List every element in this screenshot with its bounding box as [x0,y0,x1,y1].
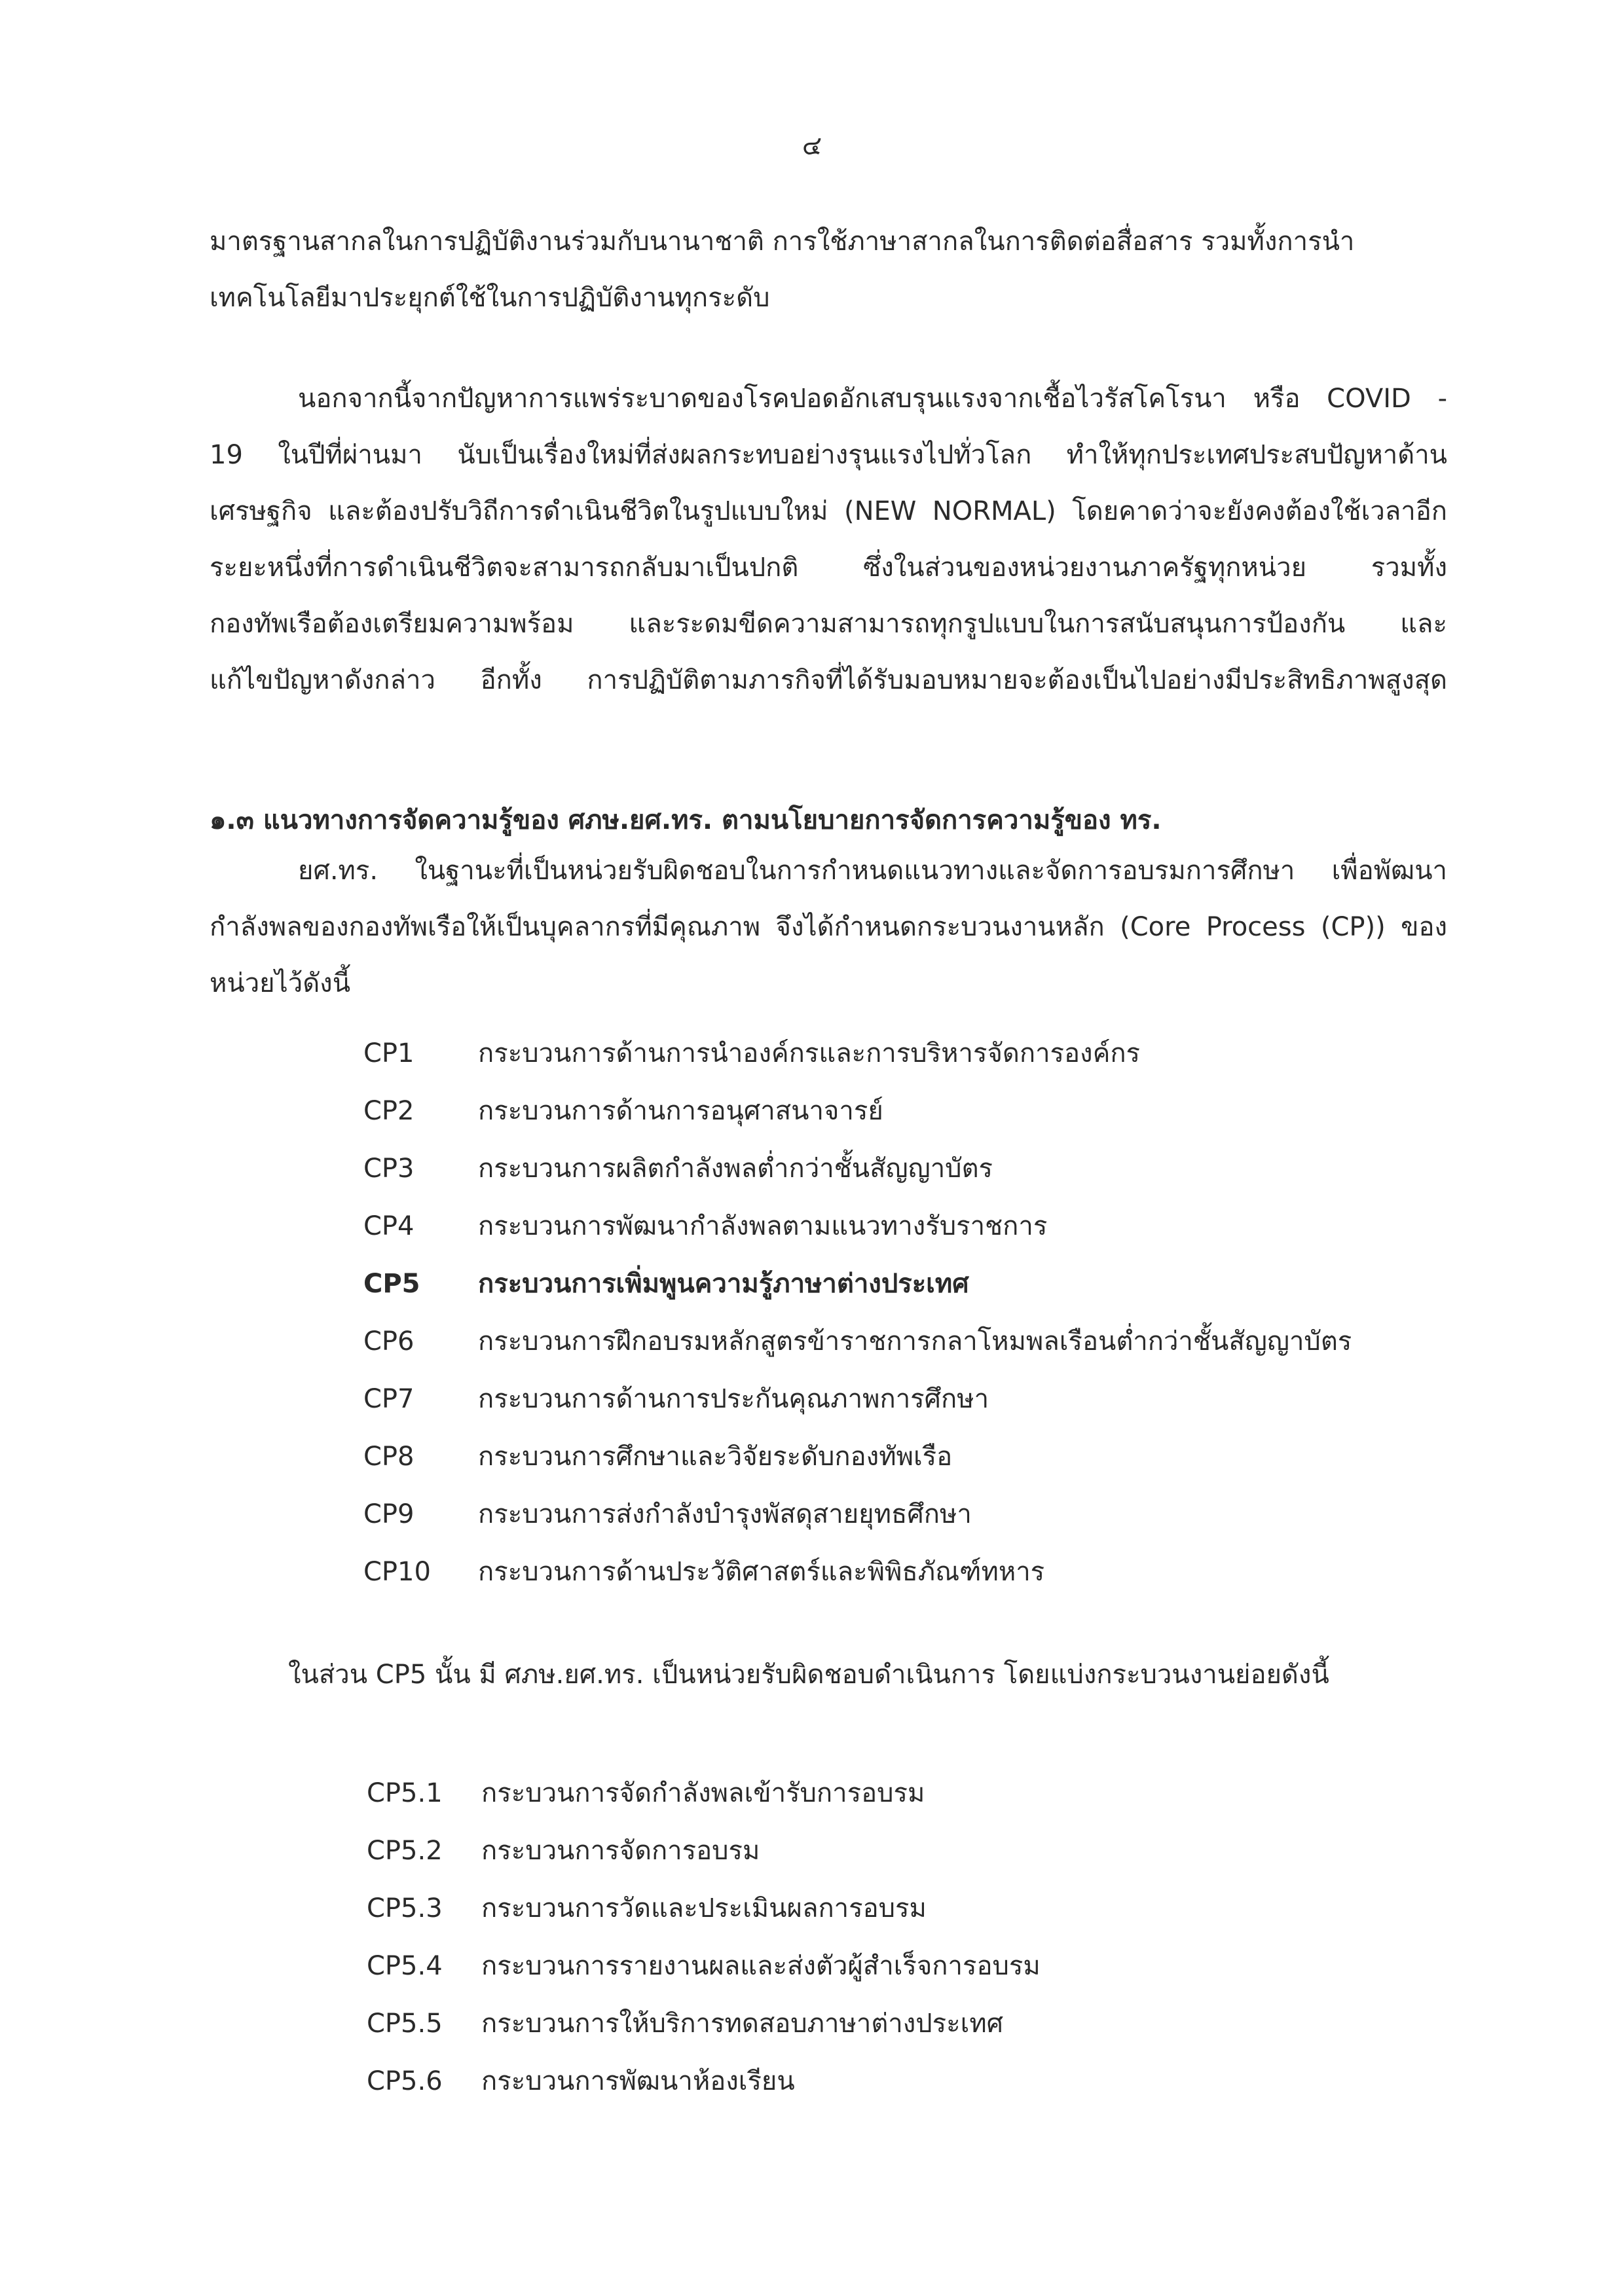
paragraph-line: มาตรฐานสากลในการปฏิบัติงานร่วมกับนานาชาติ การใช้ภาษาสากลในการติดต่อสื่อสาร รวมทั้งการนำ [210,227,1355,257]
paragraph-line: เศรษฐกิจ และต้องปรับวิถีการดำเนินชีวิตในรูปแบบใหม่ (NEW NORMAL) โดยคาดว่าจะยังคงต้องใช้เวลาอีก [210,496,1447,526]
paragraph-line: กองทัพเรือต้องเตรียมความพร้อม และระดมขีดความสามารถทุกรูปแบบในการสนับสนุนการป้องกัน และ [210,609,1447,639]
list-item-code: CP5.5 [367,2009,443,2039]
list-item [367,1764,1041,1822]
list-item-code: CP5.2 [367,1836,443,1866]
sub-process-intro: ในส่วน CP5 นั้น มี ศภษ.ยศ.ทร. เป็นหน่วยรับผิดชอบดำเนินการ โดยแบ่งกระบวนงานย่อยดังนี้ [288,1660,1329,1690]
list-item-label: กระบวนการด้านประวัติศาสตร์และพิพิธภัณฑ์ทหาร [478,1557,1045,1587]
list-item-highlighted [363,1255,1352,1313]
paragraph-covid [210,371,1447,708]
paragraph-line: แก้ไขปัญหาดังกล่าว อีกทั้ง การปฏิบัติตามภารกิจที่ได้รับมอบหมายจะต้องเป็นไปอย่างมีประสิทธิภาพสูงสุด [210,665,1447,695]
list-item-code: CP5.4 [367,1951,443,1981]
list-item-code: CP5 [363,1269,420,1299]
paragraph-line: นอกจากนี้จากปัญหาการแพร่ระบาดของโรคปอดอักเสบรุนแรงจากเชื้อไวรัสโคโรนา หรือ COVID - [298,384,1447,414]
list-item [367,2052,1041,2110]
list-item-code: CP2 [363,1096,415,1126]
sub-process-list [367,1764,1041,2110]
list-item-code: CP8 [363,1442,415,1472]
list-item-label: กระบวนการพัฒนากำลังพลตามแนวทางรับราชการ [478,1211,1048,1241]
paragraph-line: กำลังพลของกองทัพเรือให้เป็นบุคลากรที่มีคุณภาพ จึงได้กำหนดกระบวนงานหลัก (Core Process (CP)) ของ [210,912,1447,942]
paragraph-standards [210,213,1447,326]
paragraph-core-process-intro [210,843,1447,1011]
list-item-label: กระบวนการพัฒนาห้องเรียน [481,2066,795,2096]
list-item [367,1937,1041,1995]
list-item-label: กระบวนการจัดการอบรม [481,1836,760,1866]
paragraph-line: ระยะหนึ่งที่การดำเนินชีวิตจะสามารถกลับมาเป็นปกติ ซึ่งในส่วนของหน่วยงานภาครัฐทุกหน่วย รวมทั้ง [210,553,1447,583]
list-item [363,1197,1352,1255]
list-item-label: กระบวนการจัดกำลังพลเข้ารับการอบรม [481,1778,925,1808]
list-item-code: CP9 [363,1499,415,1529]
list-item [367,1880,1041,1937]
list-item [367,1822,1041,1880]
page-number: ๔ [802,131,822,161]
list-item [363,1543,1352,1601]
list-item-label: กระบวนการฝึกอบรมหลักสูตรข้าราชการกลาโหมพลเรือนต่ำกว่าชั้นสัญญาบัตร [478,1326,1352,1357]
core-process-list [363,1025,1352,1601]
list-item [363,1428,1352,1485]
paragraph-line: เทคโนโลยีมาประยุกต์ใช้ในการปฏิบัติงานทุกระดับ [210,283,770,313]
list-item [363,1313,1352,1370]
paragraph-line: 19 ในปีที่ผ่านมา นับเป็นเรื่องใหม่ที่ส่งผลกระทบอย่างรุนแรงไปทั่วโลก ทำให้ทุกประเทศประสบปัญหาด้าน [210,440,1447,470]
list-item-code: CP5.3 [367,1893,443,1923]
list-item-label: กระบวนการเพิ่มพูนความรู้ภาษาต่างประเทศ [478,1269,969,1299]
list-item [363,1370,1352,1428]
list-item [363,1485,1352,1543]
list-item [363,1082,1352,1140]
list-item-code: CP1 [363,1038,415,1068]
list-item-code: CP7 [363,1384,415,1414]
list-item-code: CP10 [363,1557,431,1587]
list-item-label: กระบวนการด้านการประกันคุณภาพการศึกษา [478,1384,989,1414]
list-item-label: กระบวนการวัดและประเมินผลการอบรม [481,1893,927,1923]
list-item [363,1025,1352,1082]
list-item-label: กระบวนการด้านการนำองค์กรและการบริหารจัดการองค์กร [478,1038,1141,1068]
list-item [367,1995,1041,2052]
list-item-code: CP6 [363,1326,415,1357]
list-item-label: กระบวนการผลิตกำลังพลต่ำกว่าชั้นสัญญาบัตร [478,1154,993,1184]
list-item-label: กระบวนการศึกษาและวิจัยระดับกองทัพเรือ [478,1442,953,1472]
list-item-label: กระบวนการด้านการอนุศาสนาจารย์ [478,1096,883,1126]
paragraph-line: ยศ.ทร. ในฐานะที่เป็นหน่วยรับผิดชอบในการกำหนดแนวทางและจัดการอบรมการศึกษา เพื่อพัฒนา [298,856,1447,886]
list-item-label: กระบวนการส่งกำลังบำรุงพัสดุสายยุทธศึกษา [478,1499,972,1529]
list-item-code: CP4 [363,1211,415,1241]
list-item-code: CP5.6 [367,2066,443,2096]
list-item-code: CP5.1 [367,1778,443,1808]
paragraph-line: หน่วยไว้ดังนี้ [210,968,351,998]
list-item-label: กระบวนการรายงานผลและส่งตัวผู้สำเร็จการอบรม [481,1951,1041,1981]
list-item-label: กระบวนการให้บริการทดสอบภาษาต่างประเทศ [481,2009,1004,2039]
list-item [363,1140,1352,1197]
section-heading: ๑.๓ แนวทางการจัดความรู้ของ ศภษ.ยศ.ทร. ตามนโยบายการจัดการความรู้ของ ทร. [210,805,1162,835]
list-item-code: CP3 [363,1154,415,1184]
